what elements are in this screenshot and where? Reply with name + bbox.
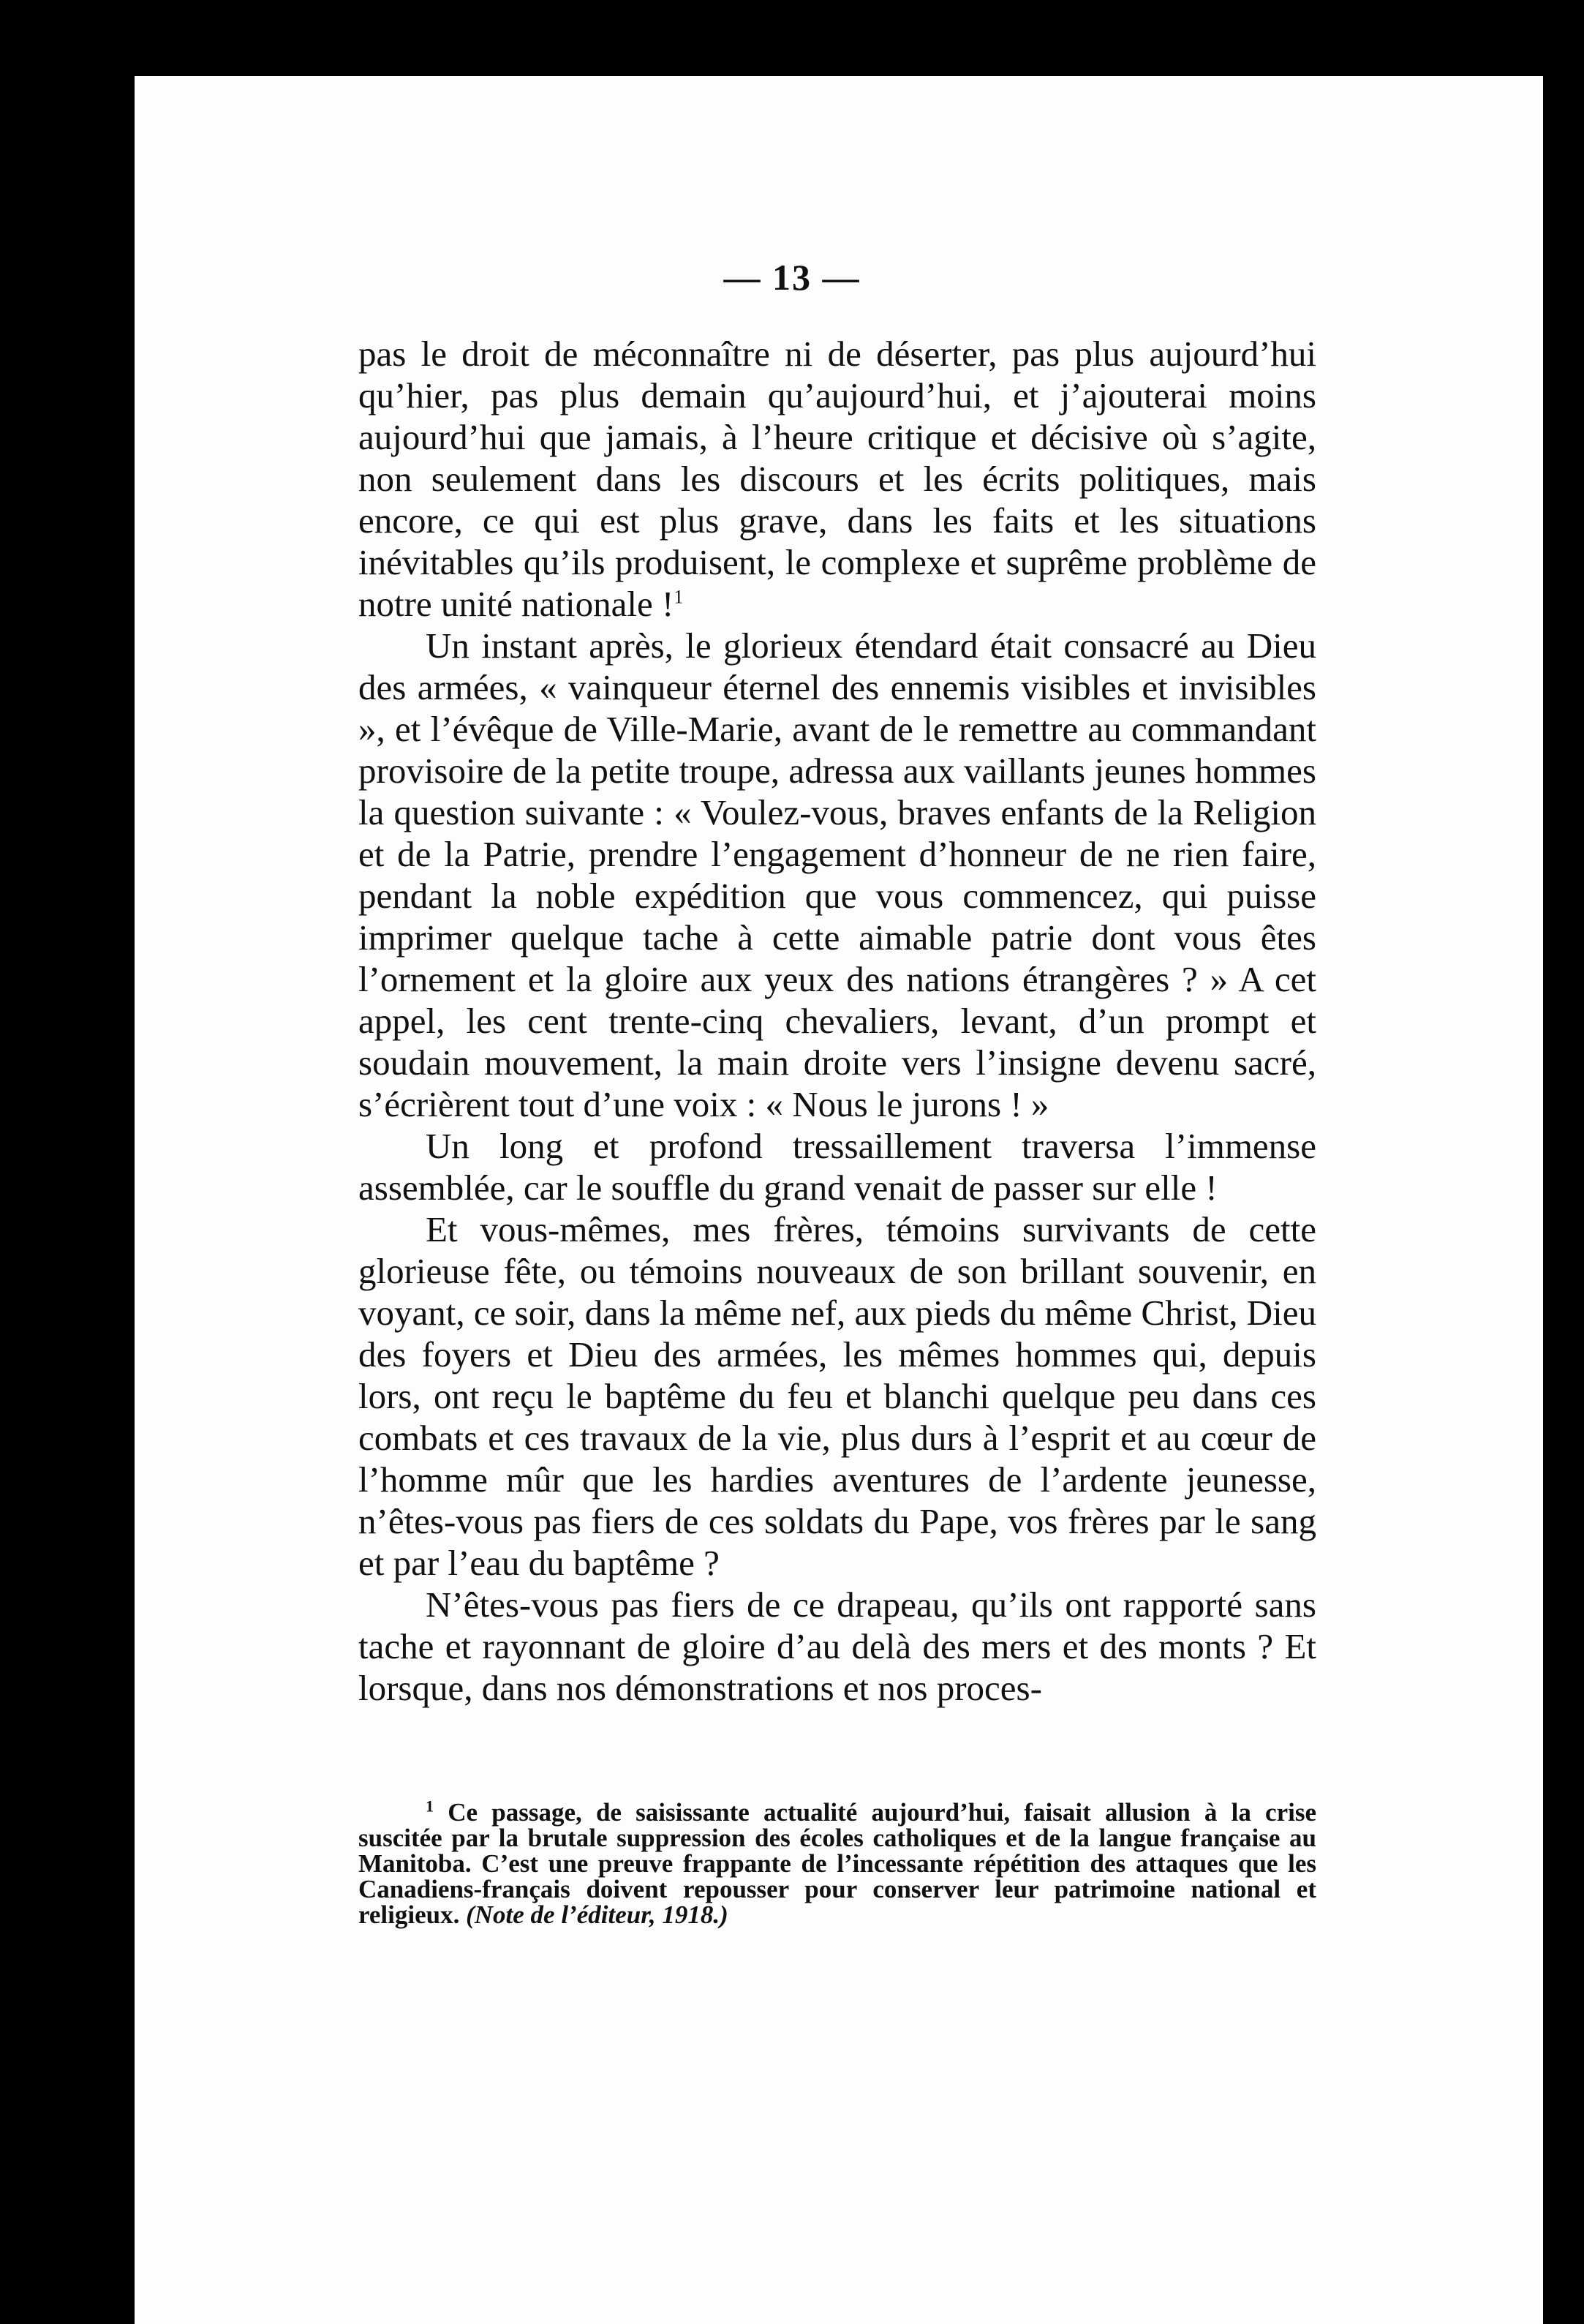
footnote-number: 1 <box>426 1797 434 1816</box>
footnote-reference: 1 <box>674 586 684 608</box>
paragraph: Un instant après, le glorieux étendard était consacré au Dieu des armées, « vainqueur éternel des ennemis visibles et invisibles », et l’évêque de Ville-Marie, avant de le remettre au commandant provisoire de la petite troupe, adressa aux vaillants jeunes hommes la question suivante : « Voulez-vous, braves enfants de la Religion et de la Patrie, prendre l’engagement d’honneur de ne rien faire, pendant la noble expédition que vous commencez, qui puisse imprimer quelque tache à cette aimable patrie dont vous êtes l’ornement et la gloire aux yeux des nations étrangères ? » A cet appel, les cent trente-cinq chevaliers, levant, d’un prompt et soudain mouvement, la main droite vers l’insigne devenu sacré, s’écrièrent tout d’une voix : « Nous le jurons ! » <box>358 625 1316 1124</box>
paragraph: Et vous-mêmes, mes frères, témoins survivants de cette glorieuse fête, ou témoins nouveaux de son brillant souvenir, en voyant, ce soir, dans la même nef, aux pieds du même Christ, Dieu des foyers et Dieu des armées, les mêmes hommes qui, depuis lors, ont reçu le baptême du feu et blanchi quelque peu dans ces combats et ces travaux de la vie, plus durs à l’esprit et au cœur de l’homme mûr que les hardies aventures de l’ardente jeunesse, n’êtes-vous pas fiers de ces soldats du Pape, vos frères par le sang et par l’eau du baptême ? <box>358 1209 1316 1583</box>
main-text <box>358 333 1316 1709</box>
page-number: — 13 — <box>723 257 861 298</box>
paragraph: N’êtes-vous pas fiers de ce drapeau, qu’ils ont rapporté sans tache et rayonnant de gloire d’au delà des mers et des monts ? Et lorsque, dans nos démonstrations et nos proces- <box>358 1584 1316 1708</box>
paragraph: Un long et profond tressaillement traversa l’immense assemblée, car le souffle du grand venait de passer sur elle ! <box>358 1126 1316 1208</box>
footnote-text: Ce passage, de saisissante actualité aujourd’hui, faisait allusion à la crise suscitée par la brutale suppression des écoles catholiques et de la langue française au Manitoba. C’est une preuve frappante de l’incessante répétition des attaques que les Canadiens-français doivent repousser pour conserver leur patrimoine national et religieux. <box>358 1798 1316 1929</box>
footnote <box>358 1797 1316 1929</box>
footnote-credit: (Note de l’éditeur, 1918.) <box>466 1900 728 1929</box>
footnotes <box>358 1797 1316 1929</box>
paragraph-text: pas le droit de méconnaître ni de déserter, pas plus aujourd’hui qu’hier, pas plus demain qu’aujourd’hui, et j’ajouterai moins aujourd’hui que jamais, à l’heure critique et décisive où s’agite, non seulement dans les discours et les écrits politiques, mais encore, ce qui est plus grave, dans les faits et les situations inévitables qu’ils produisent, le complexe et suprême problème de notre unité nationale ! <box>358 334 1316 624</box>
paragraph <box>358 333 1316 625</box>
